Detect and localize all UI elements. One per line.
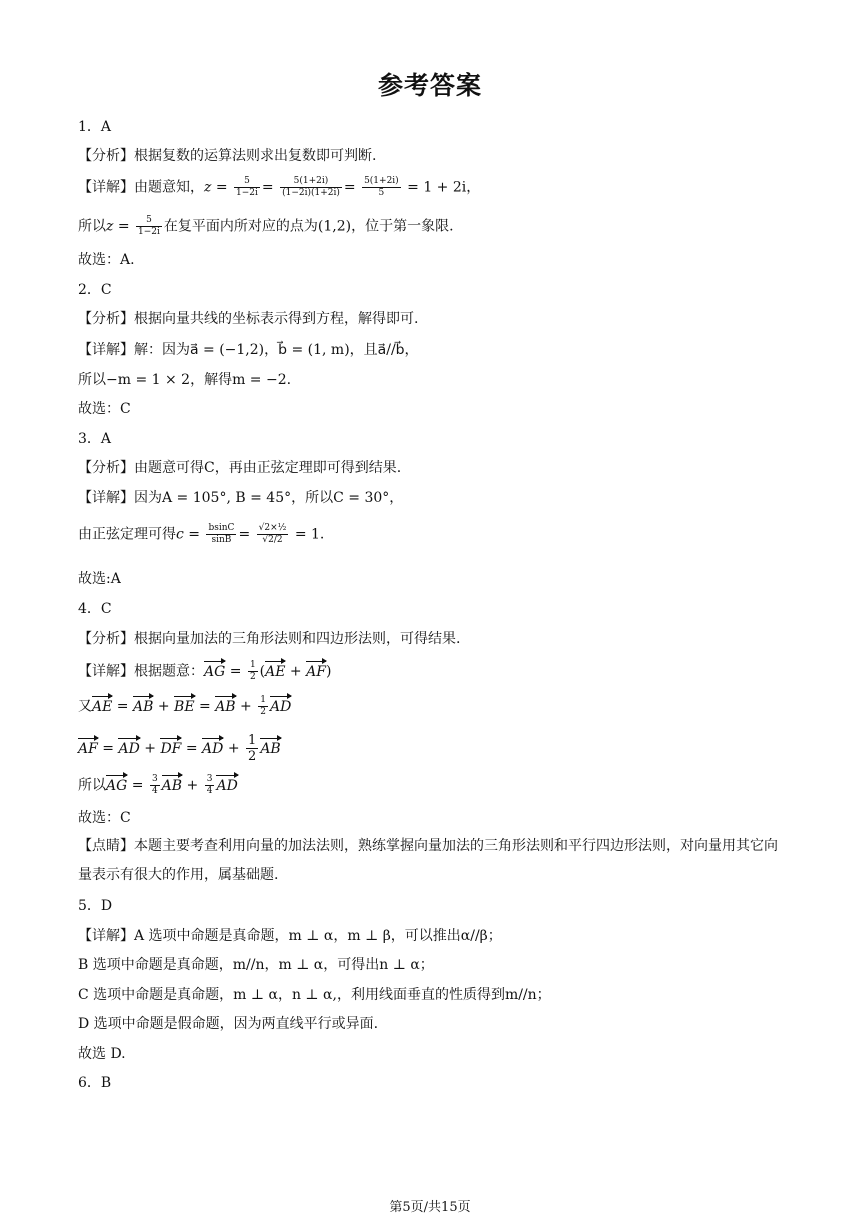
q3-fraction-2: $\frac{\text{√2×½}}{√2/2}$	[258, 523, 287, 545]
q4-line2: 又AE = AB + BE = AB + $\frac{1}{2}$ AD	[78, 695, 292, 717]
q1-fraction-2: $\frac{5(1+2i)}{(1-2i)(1+2i)}$	[282, 176, 340, 198]
vector-af: AF	[306, 663, 326, 680]
q3-line2-tail: = 1.	[294, 526, 325, 543]
q3-detail: 【详解】因为A = 105°, B = 45°，所以C = 30°，	[78, 490, 404, 506]
q5-choice: 故选 D.	[78, 1046, 126, 1062]
q4-detail-prefix: 【详解】根据题意：	[78, 663, 204, 680]
q1-line2-fraction: $\frac{5}{1-2i}$	[138, 215, 160, 237]
q4-line4: 所以AG = $\frac{3}{4}$ AB + $\frac{3}{4}$ AD	[78, 774, 238, 796]
vector-ab: AB	[161, 777, 183, 794]
q1-line2-prefix: 所以	[78, 218, 106, 235]
vector-ae: AE	[265, 663, 286, 680]
q2-analysis: 【分析】根据向量共线的坐标表示得到方程，解得即可.	[78, 311, 419, 327]
q4-answer: 4．C	[78, 601, 112, 617]
q2-line2: 所以−m = 1 × 2，解得m = −2.	[78, 372, 292, 388]
vector-ad: AD	[269, 698, 292, 715]
q1-choice: 故选：A.	[78, 252, 135, 268]
vector-ab: AB	[260, 740, 281, 757]
q1-detail-prefix: 【详解】由题意知，	[78, 179, 204, 196]
q1-fraction-1: $\frac{5}{1-2i}$	[236, 176, 258, 198]
q4-comment: 【点睛】本题主要考查利用向量的加法法则，熟练掌握向量加法的三角形法则和平行四边形法则，对向量用其它向量表示有很大的作用，属基础题.	[78, 838, 778, 883]
vector-ag: AG	[204, 663, 226, 680]
q5-detail-b: B 选项中命题是真命题，m//n，m ⊥ α，可得出n ⊥ α；	[78, 957, 434, 973]
q2-answer: 2．C	[78, 282, 112, 298]
vector-be: BE	[174, 698, 195, 715]
vector-ag: AG	[106, 777, 128, 794]
q5-answer: 5．D	[78, 898, 113, 914]
q5-detail-a: 【详解】A 选项中命题是真命题，m ⊥ α，m ⊥ β，可以推出α//β；	[78, 928, 502, 944]
q1-detail-tail: = 1 + 2i，	[407, 179, 481, 196]
q4-choice: 故选：C	[78, 810, 131, 826]
q4-three-quarters: $\frac{3}{4}$	[151, 774, 158, 796]
q1-line2-z: z =	[106, 218, 130, 235]
q4-analysis: 【分析】根据向量加法的三角形法则和四边形法则，可得结果.	[78, 631, 461, 647]
q4-half: $\frac{1}{2}$	[260, 695, 266, 717]
q1-line2-tail: 在复平面内所对应的点为(1,2)，位于第一象限.	[163, 218, 454, 235]
q3-answer: 3．A	[78, 431, 112, 447]
vector-ad: AD	[202, 740, 224, 757]
q4-you: 又	[78, 698, 92, 715]
q4-three-quarters: $\frac{3}{4}$	[206, 774, 213, 796]
q5-detail-d: D 选项中命题是假命题，因为两直线平行或异面.	[78, 1016, 379, 1032]
q3-line2-prefix: 由正弦定理可得	[78, 526, 176, 543]
vector-ae: AE	[92, 698, 113, 715]
vector-ab: AB	[215, 698, 236, 715]
q2-detail: 【详解】解：因为a⃗ = (−1,2)，b⃗ = (1, m)，且a⃗//b⃗，	[78, 342, 419, 358]
q1-analysis: 【分析】根据复数的运算法则求出复数即可判断.	[78, 148, 377, 164]
q3-choice: 故选:A	[78, 571, 121, 587]
q3-line2-c: c =	[176, 526, 201, 543]
page-title: 参考答案	[377, 71, 482, 100]
q4-suoyi: 所以	[78, 777, 106, 794]
vector-af: AF	[78, 740, 98, 757]
q4-line3: AF = AD + DF = AD + $\frac{1}{2}$ AB	[78, 733, 281, 764]
q3-analysis: 【分析】由题意可得C，再由正弦定理即可得到结果.	[78, 460, 402, 476]
q1-fraction-3: $\frac{5(1+2i)}{5}$	[364, 176, 399, 198]
q1-detail: 【详解】由题意知，z = $\frac{5}{1-2i}$ = $\frac{5(1+2i)}{(1-2i)(1+2i)}$ = $\frac{5(1+2i)}{5}$ = 1 + 2i，	[78, 176, 481, 198]
q3-fraction-1: $\frac{bsinC}{\sin B}$	[208, 523, 235, 545]
q2-choice: 故选：C	[78, 401, 131, 417]
vector-ab: AB	[132, 698, 154, 715]
vector-ad: AD	[118, 740, 140, 757]
q1-answer: 1．A	[78, 119, 112, 135]
vector-ad: AD	[216, 777, 238, 794]
q5-detail-c: C 选项中命题是真命题，m ⊥ α，n ⊥ α,，利用线面垂直的性质得到m//n；	[78, 987, 551, 1003]
q4-half: $\frac{1}{2}$	[249, 660, 256, 682]
q4-half-large: $\frac{1}{2}$	[248, 733, 257, 764]
q1-line2	[78, 215, 454, 238]
page-footer: 第5页/共15页	[389, 1200, 471, 1215]
vector-df: DF	[160, 740, 182, 757]
q1-detail-z: z =	[204, 179, 228, 196]
q3-line2: 由正弦定理可得c = $\frac{bsinC}{\sin B}$ = $\frac{\text{√2×½}}{√2/2}$ = 1.	[78, 523, 325, 545]
q4-detail: 【详解】根据题意：AG = $\frac{1}{2}$ (AE + AF)	[78, 660, 332, 682]
q6-answer: 6．B	[78, 1075, 112, 1091]
